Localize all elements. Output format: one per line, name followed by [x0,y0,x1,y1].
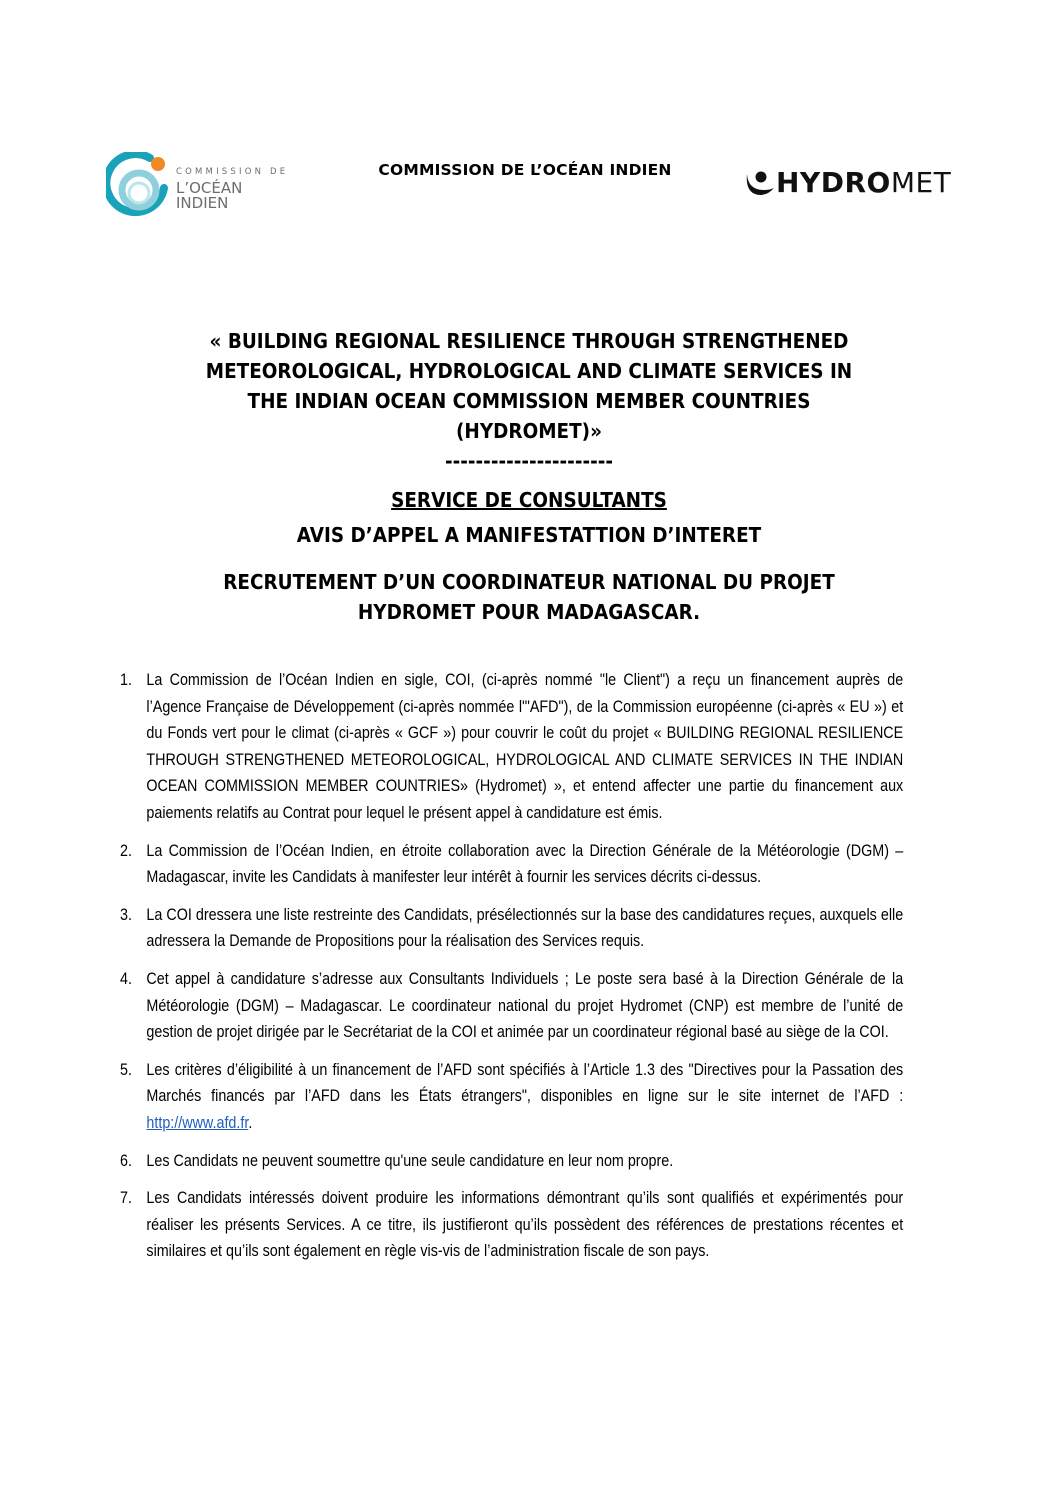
project-title-line: (HYDROMET)» [456,419,602,443]
project-title-line: « BUILDING REGIONAL RESILIENCE THROUGH STRENGTHENED [209,329,849,353]
list-item [120,966,903,1046]
coi-logo-text [176,168,291,211]
list-item [120,902,903,955]
service-heading: SERVICE DE CONSULTANTS [391,488,667,512]
list-item-text: La COI dressera une liste restreinte des Candidats, présélectionnés sur la base des candidatures reçues, auxquels elle adressera la Demande de Propositions pour la réalisation des Services requis. [146,905,904,951]
hydromet-wave-icon [744,168,776,198]
list-item [120,667,903,827]
coi-logo-line2: L’OCÉAN INDIEN [176,178,243,212]
hydromet-bold-part: HYDRO [776,166,891,199]
list-item [120,1148,903,1175]
list-item-number: 7. [120,1189,132,1208]
list-item [120,838,903,891]
list-item [120,1185,903,1265]
header-title: COMMISSION DE L’OCÉAN INDIEN [378,161,672,179]
coi-logo [106,152,291,217]
hydromet-wordmark [776,166,951,200]
body-numbered-list [120,667,933,1276]
list-item-text-end: . [248,1113,253,1132]
list-item-number: 2. [120,841,132,860]
project-title-line: THE INDIAN OCEAN COMMISSION MEMBER COUNTRIES [247,389,811,413]
list-item-number: 6. [120,1151,132,1170]
list-item [120,1057,903,1137]
hydromet-light-part: MET [890,166,952,199]
coi-circle-logo-icon [106,152,172,218]
coi-logo-line1: COMMISSION DE [176,167,289,177]
list-item-text: Les Candidats intéressés doivent produire les informations démontrant qu’ils sont qualifiés et expérimentés pour réaliser les présents Services. A ce titre, ils justifieront qu’ils possèdent des références de prestations récentes et similaires et qu’ils sont également en règle vis-vis de l’administration fiscale de son pays. [146,1189,904,1261]
list-item-text: Cet appel à candidature s’adresse aux Consultants Individuels ; Le poste sera basé à la Direction Générale de la Météorologie (DGM) – Madagascar. Le coordinateur national du projet Hydromet (CNP) est membre de l’unité de gestion de projet dirigée par le Secrétariat de la COI et animée par un coordinateur régional basé au siège de la COI. [146,969,904,1042]
list-item-number: 5. [120,1060,132,1079]
list-item-text: La Commission de l’Océan Indien, en étroite collaboration avec la Direction Générale de la Météorologie (DGM) – Madagascar, invite les Candidats à manifester leur intérêt à fournir les services décrits ci-dessus. [146,841,904,887]
project-title [153,326,906,446]
afd-website-link[interactable]: http://www.afd.fr [146,1113,249,1132]
project-title-line: METEOROLOGICAL, HYDROLOGICAL AND CLIMATE SERVICES IN [205,359,853,383]
list-item-text: La Commission de l’Océan Indien en sigle, COI, (ci-après nommé "le Client") a reçu un financement auprès de l’Agence Française de Développement (ci-après nommée l'"AFD"), de la Commission européenne (ci-après « EU ») et du Fonds vert pour le climat (ci-après « GCF ») pour couvrir le coût du projet « BUILDING REGIONAL RESILIENCE THROUGH STRENGTHENED METEOROLOGICAL, HYDROLOGICAL AND CLIMATE SERVICES IN THE INDIAN OCEAN COMMISSION MEMBER COUNTRIES» (Hydromet) », et entend affecter une partie du financement aux paiements relatifs au Contrat pour lequel le présent appel à candidature est émis. [146,671,904,822]
recrutement-heading [153,567,906,627]
list-item-text: Les critères d’éligibilité à un financement de l’AFD sont spécifiés à l’Article 1.3 des "Directives pour la Passation des Marchés financés par l’AFD dans les États étrangers", disponibles en ligne sur le site internet de l’AFD : [146,1060,904,1106]
list-item-number: 1. [120,671,132,689]
avis-heading: AVIS D’APPEL A MANIFESTATTION D’INTERET [296,523,762,547]
list-item-number: 3. [120,905,132,924]
recrutement-heading-line: RECRUTEMENT D’UN COORDINATEUR NATIONAL DU PROJET [223,570,835,594]
recrutement-heading-line: HYDROMET POUR MADAGASCAR. [357,600,701,624]
list-item-text: Les Candidats ne peuvent soumettre qu'une seule candidature en leur nom propre. [146,1151,674,1170]
list-item-number: 4. [120,969,132,988]
title-separator: ---------------------- [444,449,614,473]
hydromet-logo [744,166,964,200]
